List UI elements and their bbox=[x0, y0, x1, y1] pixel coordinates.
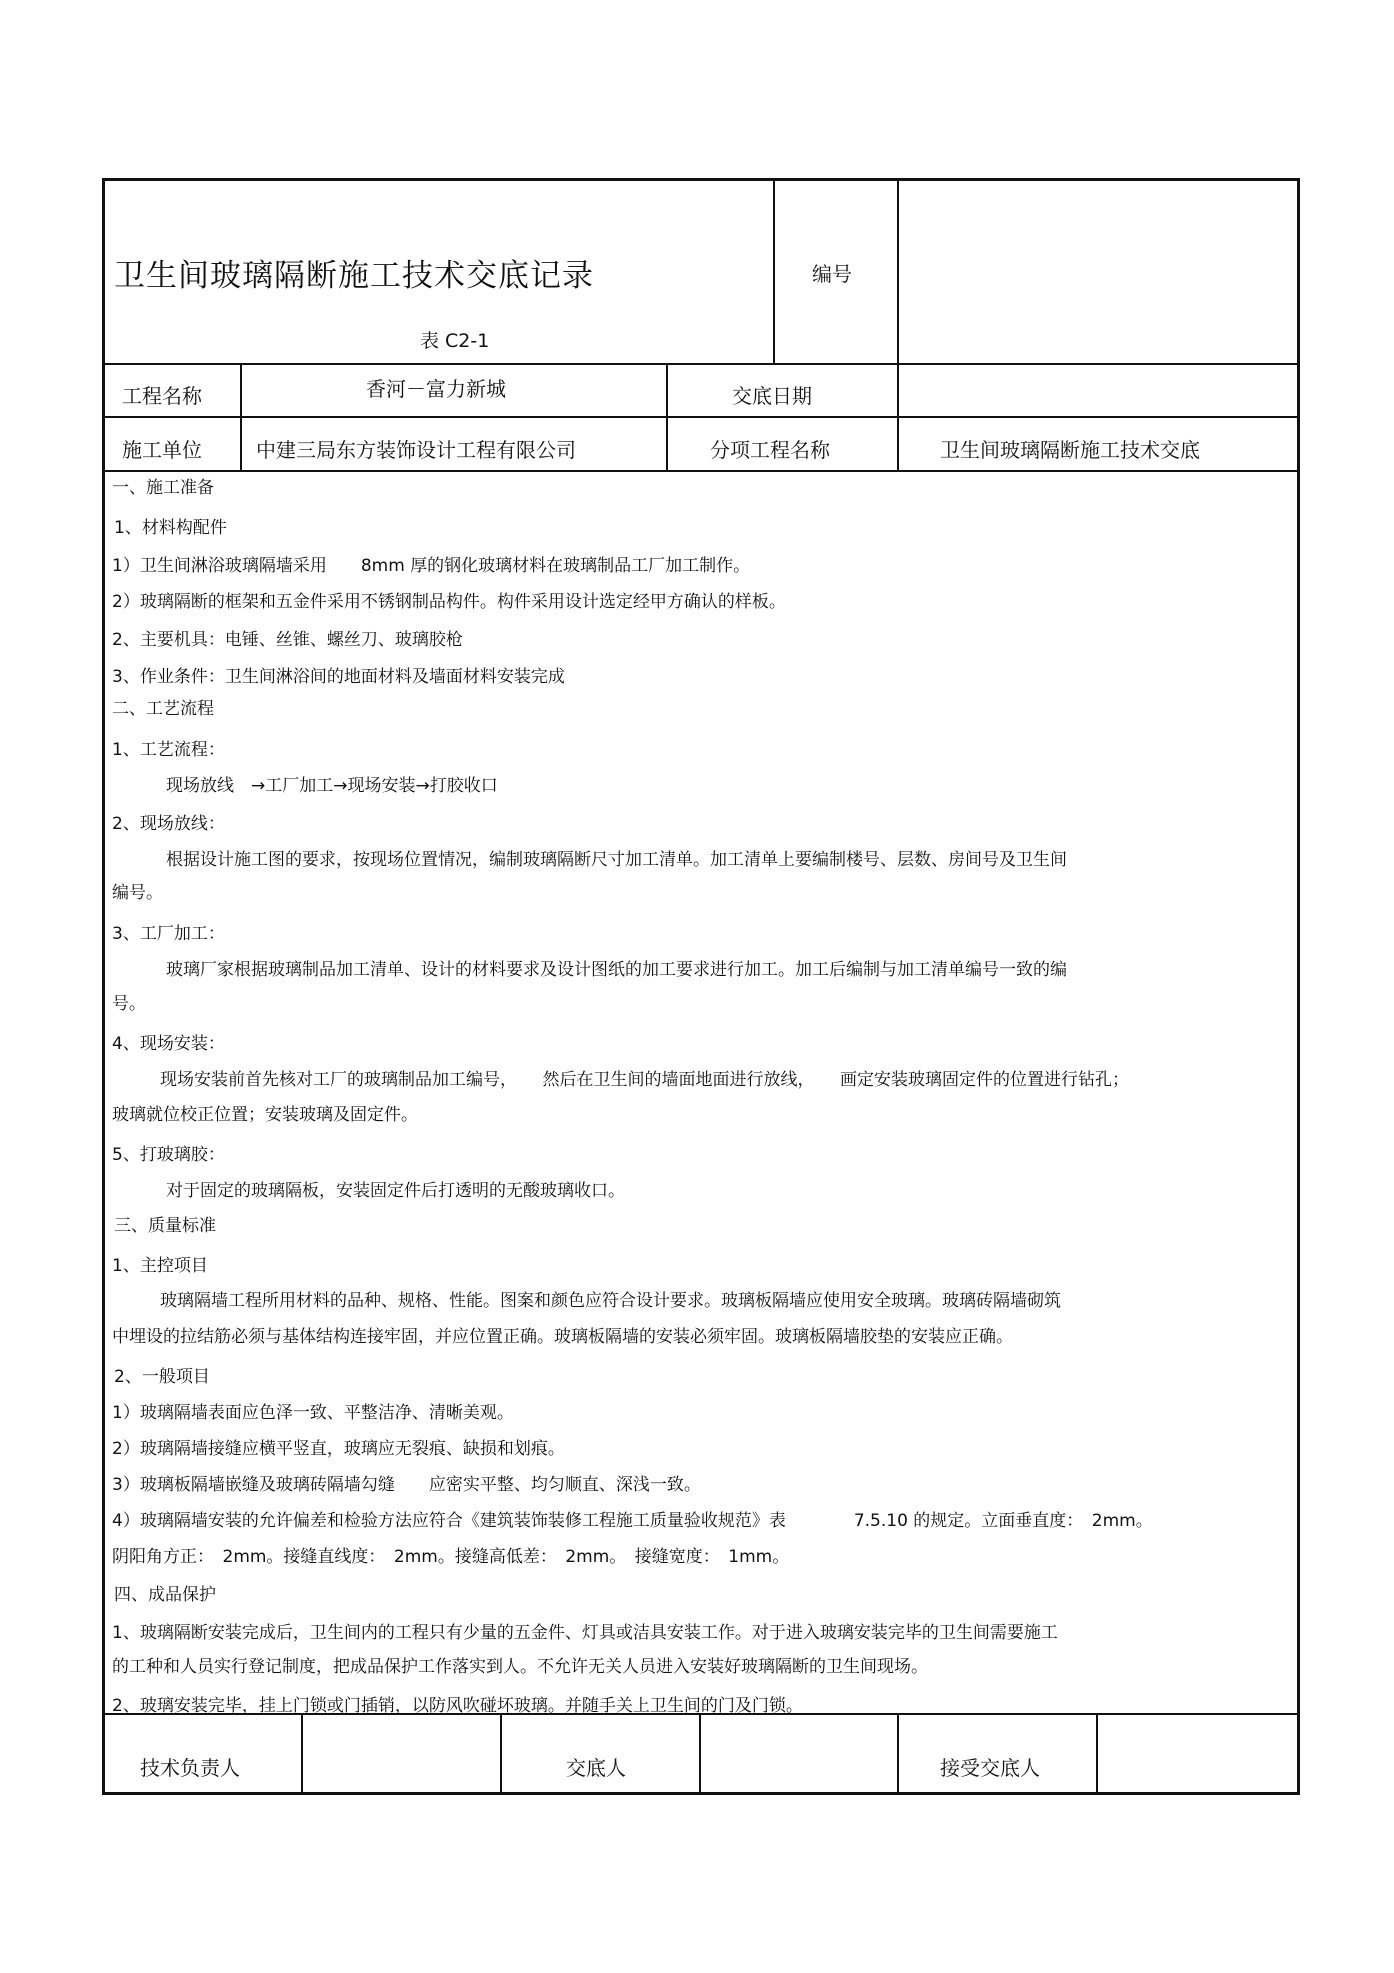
content-line: 3）玻璃板隔墙嵌缝及玻璃砖隔墙勾缝 应密实平整、均匀顺直、深浅一致。 bbox=[112, 1475, 701, 1495]
tech-lead-label: 技术负责人 bbox=[140, 1756, 240, 1780]
content-line: 玻璃厂家根据玻璃制品加工清单、设计的材料要求及设计图纸的加工要求进行加工。加工后编制与加工清单编号一致的编 bbox=[166, 960, 1067, 980]
content-line: 现场安装前首先核对工厂的玻璃制品加工编号， 然后在卫生间的墙面地面进行放线， 画定安装玻璃固定件的位置进行钻孔； bbox=[160, 1070, 1129, 1090]
content-line: 对于固定的玻璃隔板，安装固定件后打透明的无酸玻璃收口。 bbox=[166, 1181, 625, 1201]
content-line: 1、玻璃隔断安装完成后，卫生间内的工程只有少量的五金件、灯具或洁具安装工作。对于进入玻璃安装完毕的卫生间需要施工 bbox=[112, 1623, 1058, 1643]
content-line: 1）卫生间淋浴玻璃隔墙采用 8mm 厚的钢化玻璃材料在玻璃制品工厂加工制作。 bbox=[112, 556, 751, 576]
content-line: 2）玻璃隔墙接缝应横平竖直，玻璃应无裂痕、缺损和划痕。 bbox=[112, 1439, 565, 1459]
rule-sign-col3 bbox=[699, 1713, 701, 1795]
content-line: 编号。 bbox=[112, 883, 163, 903]
section-heading: 四、成品保护 bbox=[114, 1585, 216, 1605]
rule-sign-col5 bbox=[1096, 1713, 1098, 1795]
content-line: 3、作业条件：卫生间淋浴间的地面材料及墙面材料安装完成 bbox=[112, 667, 565, 687]
content-line: 的工种和人员实行登记制度，把成品保护工作落实到人。不允许无关人员进入安装好玻璃隔断的卫生间现场。 bbox=[112, 1657, 928, 1677]
section-heading: 二、工艺流程 bbox=[112, 699, 214, 719]
section-heading: 一、施工准备 bbox=[112, 478, 214, 498]
receiver-label: 接受交底人 bbox=[940, 1756, 1040, 1780]
subsection-heading: 2、一般项目 bbox=[114, 1367, 210, 1387]
number-label: 编号 bbox=[812, 262, 852, 286]
content-line: 1）玻璃隔墙表面应色泽一致、平整洁净、清晰美观。 bbox=[112, 1403, 514, 1423]
content-line: 根据设计施工图的要求，按现场位置情况，编制玻璃隔断尺寸加工清单。加工清单上要编制楼号、层数、房间号及卫生间 bbox=[166, 850, 1067, 870]
subsection-heading: 1、工艺流程： bbox=[112, 740, 225, 760]
rule-sign-col4 bbox=[897, 1713, 899, 1795]
disclosure-date-label: 交底日期 bbox=[732, 384, 812, 408]
content-line: 中埋设的拉结筋必须与基体结构连接牢固，并应位置正确。玻璃板隔墙的安装必须牢固。玻璃板隔墙胶垫的安装应正确。 bbox=[112, 1327, 1013, 1347]
section-heading: 三、质量标准 bbox=[114, 1216, 216, 1236]
content-line: 现场放线 →工厂加工→现场安装→打胶收口 bbox=[166, 776, 498, 796]
subitem-name-value: 卫生间玻璃隔断施工技术交底 bbox=[940, 438, 1200, 462]
subsection-heading: 3、工厂加工： bbox=[112, 924, 225, 944]
content-line: 4）玻璃隔墙安装的允许偏差和检验方法应符合《建筑装饰装修工程施工质量验收规范》表 7.5.10 的规定。立面垂直度： 2mm。 bbox=[112, 1511, 1153, 1531]
content-line: 2、玻璃安装完毕，挂上门锁或门插销，以防风吹碰坏玻璃。并随手关上卫生间的门及门锁。 bbox=[112, 1696, 803, 1716]
rule-info-col2 bbox=[666, 363, 668, 471]
subsection-heading: 1、材料构配件 bbox=[114, 518, 227, 538]
subsection-heading: 2、现场放线： bbox=[112, 814, 225, 834]
content-line: 阴阳角方正： 2mm。接缝直线度： 2mm。接缝高低差： 2mm。 接缝宽度： 1mm。 bbox=[112, 1547, 790, 1567]
subsection-heading: 1、主控项目 bbox=[112, 1256, 208, 1276]
rule-project-row-bottom bbox=[102, 416, 1300, 418]
content-line: 2、主要机具：电锤、丝锥、螺丝刀、玻璃胶枪 bbox=[112, 630, 463, 650]
subsection-heading: 5、打玻璃胶： bbox=[112, 1145, 225, 1165]
rule-header-col2 bbox=[897, 178, 899, 364]
project-name-label: 工程名称 bbox=[122, 384, 202, 408]
rule-sign-col1 bbox=[301, 1713, 303, 1795]
content-line: 2）玻璃隔断的框架和五金件采用不锈钢制品构件。构件采用设计选定经甲方确认的样板。 bbox=[112, 592, 786, 612]
rule-header-col1 bbox=[773, 178, 775, 364]
document-title: 卫生间玻璃隔断施工技术交底记录 bbox=[114, 258, 594, 294]
subsection-heading: 4、现场安装： bbox=[112, 1034, 225, 1054]
content-line: 玻璃隔墙工程所用材料的品种、规格、性能。图案和颜色应符合设计要求。玻璃板隔墙应使用安全玻璃。玻璃砖隔墙砌筑 bbox=[160, 1291, 1061, 1311]
content-line: 玻璃就位校正位置；安装玻璃及固定件。 bbox=[112, 1105, 418, 1125]
rule-unit-row-bottom bbox=[102, 470, 1300, 472]
rule-info-col3 bbox=[897, 363, 899, 471]
construction-unit-value: 中建三局东方装饰设计工程有限公司 bbox=[256, 438, 576, 462]
form-number: 表 C2-1 bbox=[420, 330, 490, 352]
discloser-label: 交底人 bbox=[566, 1756, 626, 1780]
rule-header-bottom bbox=[102, 363, 1300, 365]
content-line: 号。 bbox=[112, 994, 146, 1014]
subitem-name-label: 分项工程名称 bbox=[710, 438, 830, 462]
project-name-value: 香河－富力新城 bbox=[366, 377, 506, 401]
rule-sign-col2 bbox=[500, 1713, 502, 1795]
construction-unit-label: 施工单位 bbox=[122, 438, 202, 462]
rule-info-col1 bbox=[240, 363, 242, 471]
